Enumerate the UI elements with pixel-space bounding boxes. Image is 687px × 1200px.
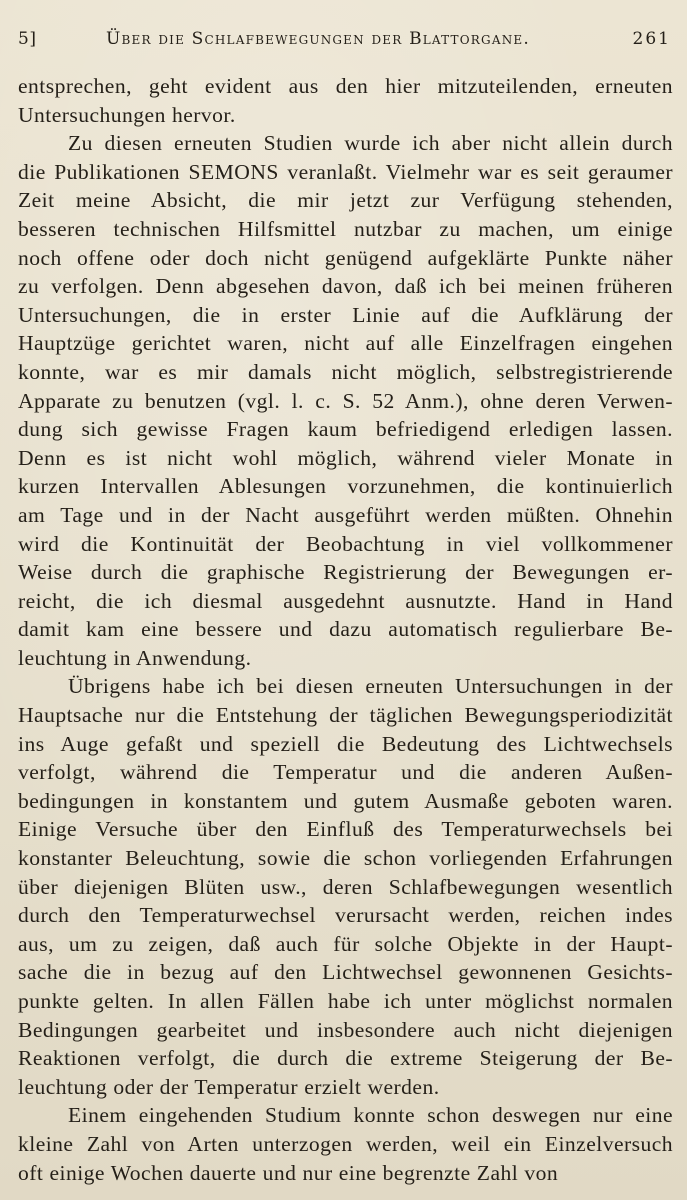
text-line: aus, um zu zeigen, daß auch für solche Objekte in der Haupt-: [18, 931, 673, 956]
page-number: 261: [632, 29, 671, 49]
text-line: Hauptzüge gerichtet waren, nicht auf alle Einzelfragen eingehen: [18, 331, 673, 356]
text-line: noch offene oder doch nicht genügend aufgeklärte Punkte näher: [18, 245, 673, 270]
text-line: bedingungen in konstantem und gutem Ausmaße geboten waren.: [18, 788, 673, 813]
text-line: leuchtung oder der Temperatur erzielt werden.: [18, 1074, 440, 1099]
text-line: sache die in bezug auf den Lichtwechsel gewonnenen Gesichts-: [18, 960, 673, 985]
text-line: am Tage und in der Nacht ausgeführt werden müßten. Ohnehin: [18, 502, 673, 527]
text-line: reicht, die ich diesmal ausgedehnt ausnutzte. Hand in Hand: [18, 588, 673, 613]
text-line: oft einige Wochen dauerte und nur eine begrenzte Zahl von: [18, 1160, 559, 1185]
text-line: Hauptsache nur die Entstehung der täglichen Bewegungsperiodizität: [18, 703, 673, 728]
text-line: besseren technischen Hilfsmittel nutzbar zu machen, um einige: [18, 216, 673, 241]
text-line: leuchtung in Anwendung.: [18, 645, 252, 670]
running-title: Über die Schlafbewegungen der Blattorgane.: [106, 29, 530, 49]
text-line: über diejenigen Blüten usw., deren Schlafbewegungen wesentlich: [18, 874, 673, 899]
text-line: Zu diesen erneuten Studien wurde ich aber nicht allein durch: [68, 131, 673, 156]
text-line: durch den Temperaturwechsel verursacht werden, reichen indes: [18, 903, 673, 928]
text-line: damit kam eine bessere und dazu automatisch regulierbare Be-: [18, 617, 673, 642]
text-line: dung sich gewisse Fragen kaum befriedigend erledigen lassen.: [18, 417, 673, 442]
section-marker: 5]: [18, 29, 37, 49]
text-line: Untersuchungen, die in erster Linie auf die Aufklärung der: [18, 302, 673, 327]
text-line: zu verfolgen. Denn abgesehen davon, daß ich bei meinen früheren: [18, 274, 673, 299]
text-line: entsprechen, geht evident aus den hier mitzuteilenden, erneuten: [18, 74, 673, 98]
running-header: [18, 26, 671, 52]
text-line: Übrigens habe ich bei diesen erneuten Untersuchungen in der: [68, 674, 673, 699]
text-line: Untersuchungen hervor.: [18, 102, 236, 127]
text-line: verfolgt, während die Temperatur und die anderen Außen-: [18, 760, 673, 785]
text-line: wird die Kontinuität der Beobachtung in viel vollkommener: [18, 531, 673, 556]
paragraph: [18, 672, 673, 1101]
text-line: Denn es ist nicht wohl möglich, während vieler Monate in: [18, 445, 673, 470]
text-line: punkte gelten. In allen Fällen habe ich unter möglichst normalen: [18, 989, 673, 1013]
paragraph: [18, 129, 673, 672]
paragraph: [18, 72, 673, 129]
text-line: die Publikationen SEMONS veranlaßt. Vielmehr war es seit geraumer: [18, 159, 673, 184]
text-line: Einem eingehenden Studium konnte schon deswegen nur eine: [68, 1103, 673, 1128]
text-line: Reaktionen verfolgt, die durch die extreme Steigerung der Be-: [18, 1046, 673, 1071]
body-text: [18, 72, 673, 1187]
text-line: konstanter Beleuchtung, sowie die schon vorliegenden Erfahrungen: [18, 846, 673, 871]
text-line: ins Auge gefaßt und speziell die Bedeutung des Lichtwechsels: [18, 731, 673, 756]
paragraph: [18, 1101, 673, 1187]
text-line: Bedingungen gearbeitet und insbesondere auch nicht diejenigen: [18, 1017, 673, 1042]
text-line: Einige Versuche über den Einfluß des Temperaturwechsels bei: [18, 817, 673, 842]
text-line: kurzen Intervallen Ablesungen vorzunehmen, die kontinuierlich: [18, 474, 673, 499]
text-line: kleine Zahl von Arten unterzogen werden, weil ein Einzelversuch: [18, 1131, 673, 1156]
text-line: Apparate zu benutzen (vgl. l. c. S. 52 Anm.), ohne deren Verwen-: [18, 388, 673, 413]
text-line: Zeit meine Absicht, die mir jetzt zur Verfügung stehenden,: [18, 188, 673, 213]
text-line: Weise durch die graphische Registrierung der Bewegungen er-: [18, 560, 673, 585]
text-line: konnte, war es mir damals nicht möglich, selbstregistrierende: [18, 359, 673, 384]
